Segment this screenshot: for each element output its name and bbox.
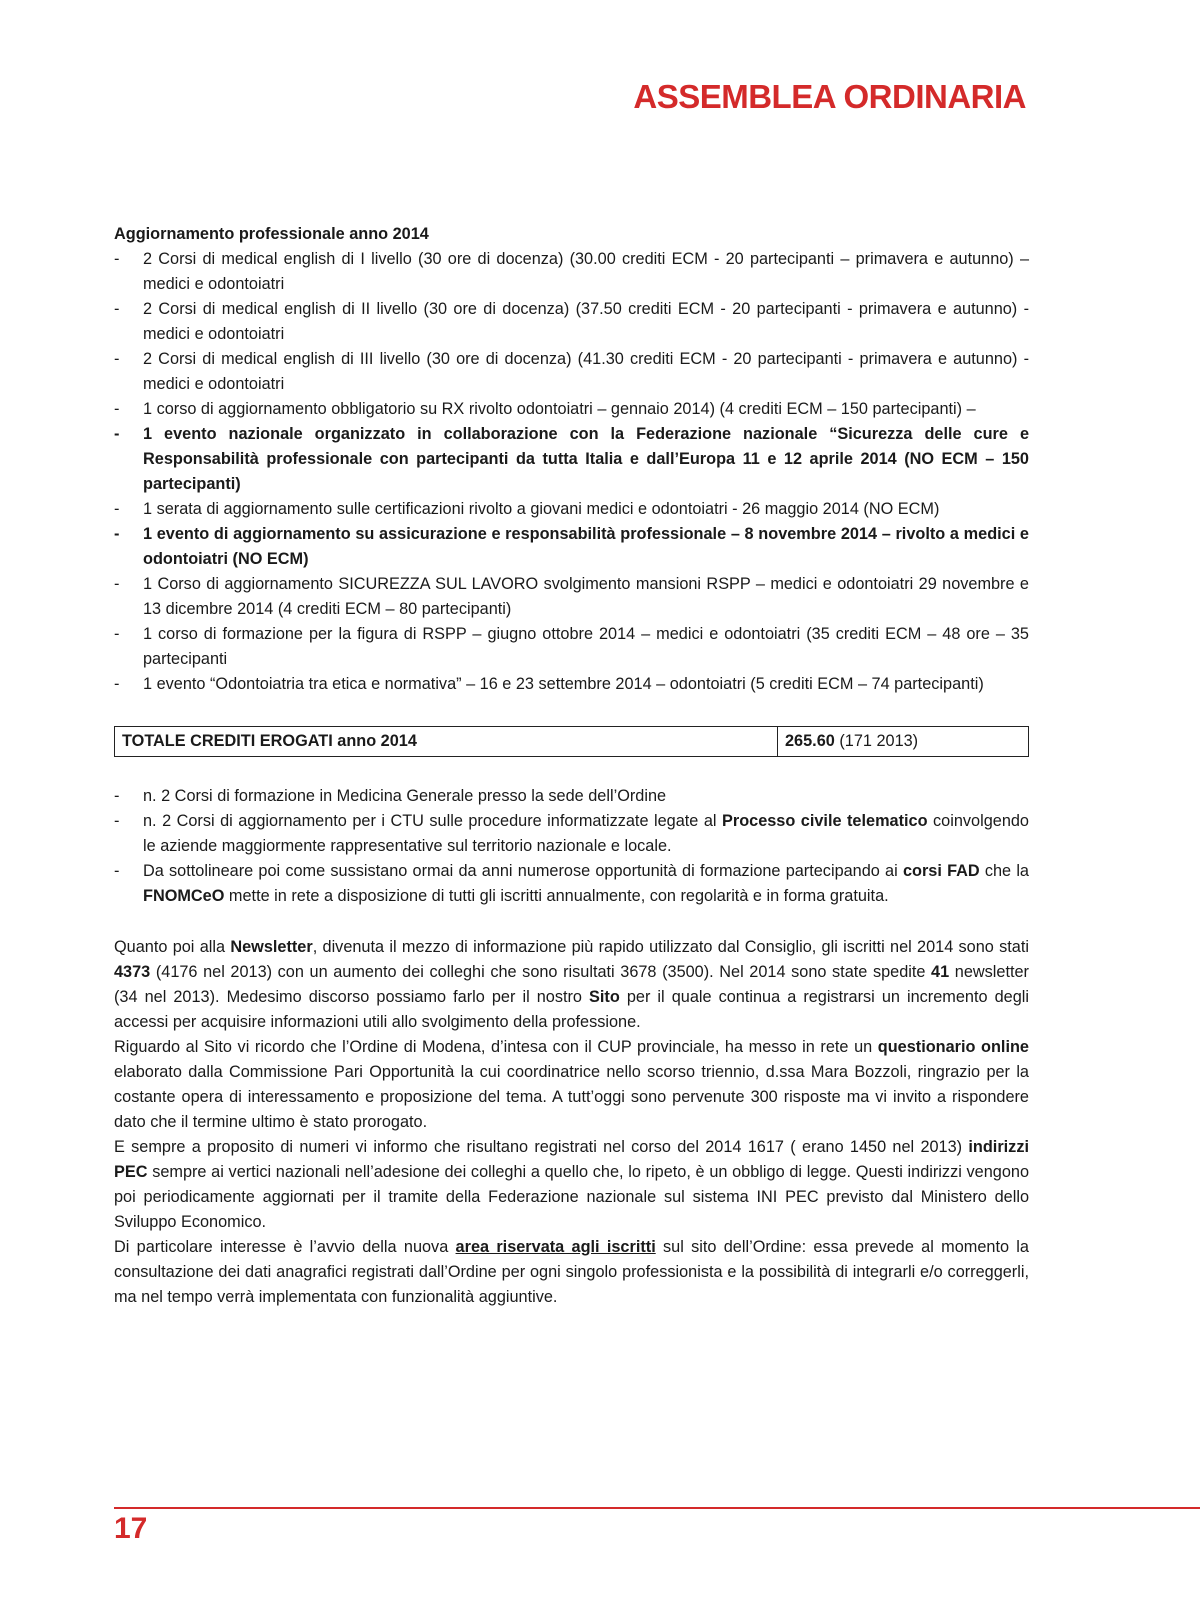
list-item-text: coinvolgendo le aziende maggiormente rappresentative sul territorio nazionale e locale.: [143, 812, 1029, 855]
list-item: [114, 809, 1029, 859]
list-item: [114, 672, 1029, 697]
list-item-text: 1 corso di formazione per la figura di RSPP – giugno ottobre 2014 – medici e odontoiatri (35 crediti ECM – 48 ore – 35 partecipanti: [143, 625, 1029, 668]
totals-value: 265.60: [785, 732, 835, 750]
section-heading: Aggiornamento professionale anno 2014: [114, 225, 429, 243]
list-item: [114, 497, 1029, 522]
footer-divider: [114, 1507, 1200, 1509]
paragraph-newsletter: Quanto poi alla Newsletter, divenuta il mezzo di informazione più rapido utilizzato dal Consiglio, gli iscritti nel 2014 sono stati 4373 (4176 nel 2013) con un aumento dei colleghi che sono risultati 3678 (3500). Nel 2014 sono state spedite 41 newsletter (34 nel 2013). Medesimo discorso possiamo farlo per il nostro Sito per il quale continua a registrarsi un incremento degli accessi per acquisire informazioni utili allo svolgimento della professione.: [114, 938, 1029, 1031]
list-item-emphasis: corsi FAD: [902, 862, 980, 880]
list-item-text: 1 evento “Odontoiatria tra etica e normativa” – 16 e 23 settembre 2014 – odontoiatri (5 crediti ECM – 74 partecipanti): [143, 675, 984, 693]
totals-note: (171 2013): [839, 732, 919, 750]
course-list: [114, 247, 1029, 697]
list-item: [114, 347, 1029, 397]
list-item-text: 1 Corso di aggiornamento SICUREZZA SUL LAVORO svolgimento mansioni RSPP – medici e odontoiatri 29 novembre e 13 dicembre 2014 (4 crediti ECM – 80 partecipanti): [143, 575, 1029, 618]
list-item-text: 1 serata di aggiornamento sulle certificazioni rivolto a giovani medici e odontoiatri - 26 maggio 2014 (NO ECM): [143, 500, 940, 518]
totals-label: TOTALE CREDITI EROGATI anno 2014: [115, 727, 778, 756]
page-number: 17: [114, 1512, 148, 1545]
list-item: [114, 422, 1029, 497]
list-item: [114, 297, 1029, 347]
list-item-text: mette in rete a disposizione di tutti gli iscritti annualmente, con regolarità e in forma gratuita.: [224, 887, 889, 905]
list-item-text: n. 2 Corsi di formazione in Medicina Generale presso la sede dell’Ordine: [143, 787, 667, 805]
main-content: [114, 222, 1029, 1310]
extra-list: [114, 784, 1029, 909]
list-item: [114, 397, 1029, 422]
paragraph-area-riservata: Di particolare interesse è l’avvio della nuova area riservata agli iscritti sul sito dell’Ordine: essa prevede al momento la consultazione dei dati anagrafici registrati dall’Ordine per ogni singolo professionista e la possibilità di integrarli e/o correggerli, ma nel tempo verrà implementata con funzionalità aggiuntive.: [114, 1238, 1029, 1306]
list-item-emphasis: FNOMCeO: [143, 887, 225, 905]
list-item-text: 2 Corsi di medical english di I livello (30 ore di docenza) (30.00 crediti ECM - 20 partecipanti – primavera e autunno) – medici e odontoiatri: [143, 250, 1029, 293]
body-text: [114, 935, 1029, 1310]
list-item: [114, 522, 1029, 572]
list-item: [114, 572, 1029, 622]
list-item: [114, 784, 1029, 809]
page-title: ASSEMBLEA ORDINARIA: [633, 78, 1026, 115]
list-item-emphasis: Processo civile telematico: [722, 812, 928, 830]
list-item-text: 2 Corsi di medical english di II livello (30 ore di docenza) (37.50 crediti ECM - 20 partecipanti - primavera e autunno) - medici e odontoiatri: [143, 300, 1029, 343]
list-item-text: Da sottolineare poi come sussistano ormai da anni numerose opportunità di formazione partecipando ai: [143, 862, 903, 880]
list-item-text: n. 2 Corsi di aggiornamento per i CTU sulle procedure informatizzate legate al: [143, 812, 722, 830]
list-item-text: 1 corso di aggiornamento obbligatorio su RX rivolto odontoiatri – gennaio 2014) (4 crediti ECM – 150 partecipanti) –: [143, 400, 976, 418]
list-item: [114, 859, 1029, 909]
paragraph-questionario: Riguardo al Sito vi ricordo che l’Ordine di Modena, d’intesa con il CUP provinciale, ha messo in rete un questionario online elaborato dalla Commissione Pari Opportunità la cui coordinatrice nello scorso triennio, d.ssa Mara Bozzoli, ringrazio per la costante opera di interessamento e proposizione del tema. A tutt’oggi sono pervenute 300 risposte ma vi invito a rispondere dato che il termine ultimo è stato prorogato.: [114, 1038, 1029, 1131]
list-item: [114, 622, 1029, 672]
list-item-text: 1 evento nazionale organizzato in collaborazione con la Federazione nazionale “Sicurezza delle cure e Responsabilità professionale con partecipanti da tutta Italia e dall’Europa 11 e 12 aprile 2014 (NO ECM – 150 partecipanti): [143, 425, 1029, 493]
area-riservata-link: area riservata agli iscritti: [455, 1238, 656, 1256]
paragraph-pec: E sempre a proposito di numeri vi informo che risultano registrati nel corso del 2014 1617 ( erano 1450 nel 2013) indirizzi PEC sempre ai vertici nazionali nell’adesione dei colleghi a quello che, lo ripeto, è un obbligo di legge. Questi indirizzi vengono poi periodicamente aggiornati per il tramite della Federazione nazionale sul sistema INI PEC previsto dal Ministero dello Sviluppo Economico.: [114, 1138, 1029, 1231]
totals-table: [114, 726, 1029, 757]
list-item-text: 2 Corsi di medical english di III livello (30 ore di docenza) (41.30 crediti ECM - 20 partecipanti - primavera e autunno) - medici e odontoiatri: [143, 350, 1029, 393]
list-item-text: 1 evento di aggiornamento su assicurazione e responsabilità professionale – 8 novembre 2014 – rivolto a medici e odontoiatri (NO ECM): [143, 525, 1029, 568]
list-item: [114, 247, 1029, 297]
list-item-text: che la: [979, 862, 1029, 880]
totals-value-cell: [778, 727, 1028, 756]
